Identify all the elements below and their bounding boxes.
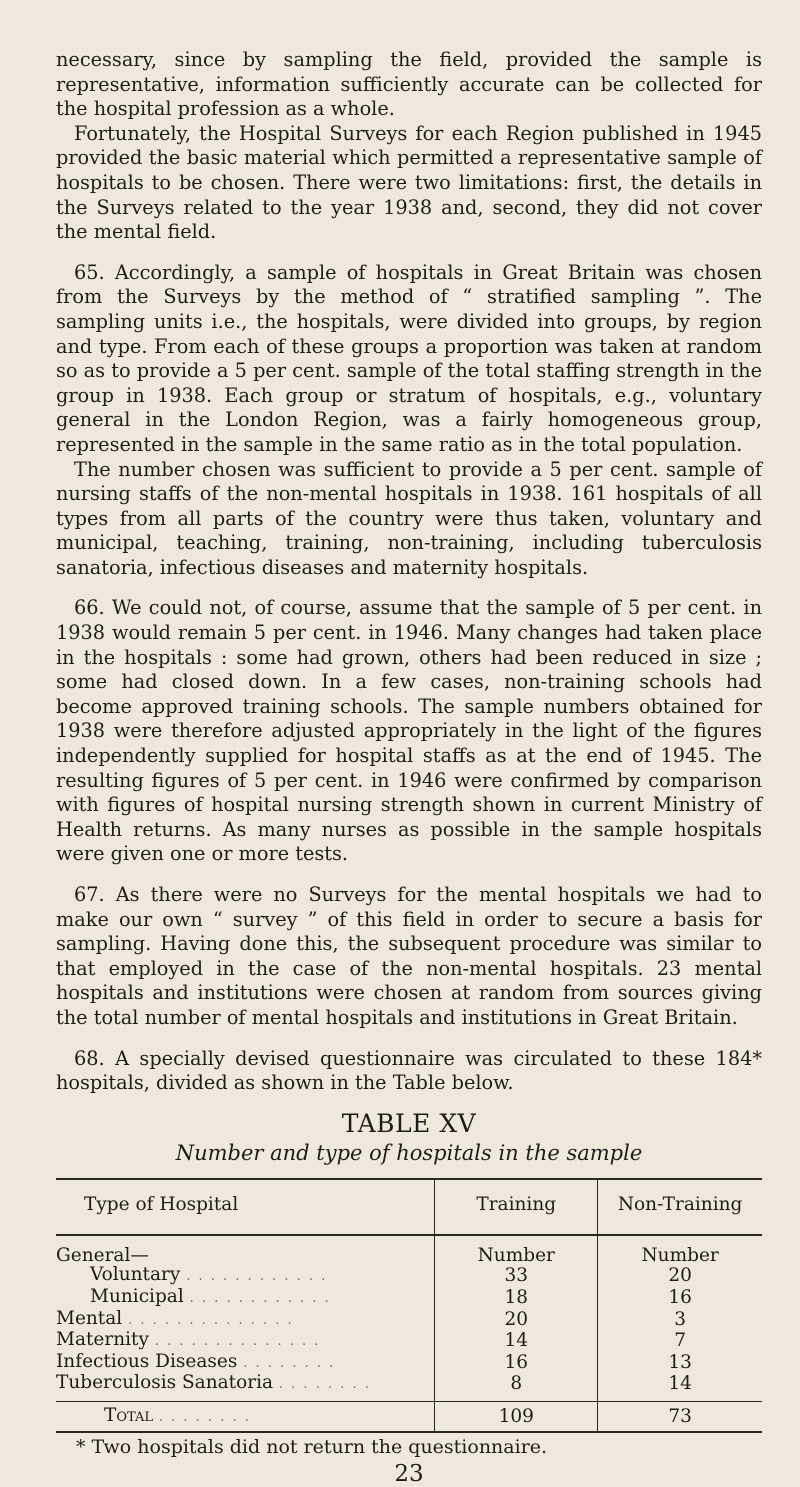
total-label: Total	[104, 1404, 153, 1426]
non-training-value: 16	[598, 1287, 762, 1309]
leader-dots: . . . . . . . . . . . .	[189, 1290, 331, 1306]
header-training: Training	[435, 1179, 598, 1235]
table-subtitle: Number and type of hospitals in the sample	[175, 1140, 643, 1165]
table-row-general	[56, 1235, 762, 1266]
table-total-row	[56, 1401, 762, 1431]
document-page	[56, 48, 762, 1487]
paragraph-nursing-sample: The number chosen was sufficient to provide a 5 per cent. sample of nursing staffs of the non-mental hospitals in 1938. 161 hospitals of all types from all parts of the country were thus taken, voluntary and municipal, teaching, training, non-training, including tuberculosis sanatoria, infectious diseases and maternity hospitals.	[56, 457, 762, 579]
training-value: 14	[435, 1330, 598, 1352]
paragraph-hospital-surveys: Fortunately, the Hospital Surveys for each Region published in 1945 provided the basic material which permitted a representative sample of hospitals to be chosen. There were two limitations: first, the details in the Surveys related to the year 1938 and, second, they did not cover the mental field.	[56, 121, 762, 244]
table-header-row	[56, 1179, 762, 1235]
table-row	[56, 1309, 762, 1331]
training-value: 20	[435, 1309, 598, 1331]
training-value: 33	[435, 1265, 598, 1287]
paragraph-66: 66. We could not, of course, assume that the sample of 5 per cent. in 1938 would remain 5 per cent. in 1946. Many changes had taken place in the hospitals : some had grown, others had been reduced in size ; some had closed down. In a few cases, non-training schools had become approved training schools. The sample numbers obtained for 1938 were therefore adjusted appropriately in the light of the figures independently supplied for hospital staffs as at the end of 1945. The resulting figures of 5 per cent. in 1946 were confirmed by comparison with figures of hospital nursing strength shown in current Ministry of Health returns. As many nurses as possible in the sample hospitals were given one or more tests.	[56, 596, 762, 866]
paragraph-67: 67. As there were no Surveys for the mental hospitals we had to make our own “ survey ” of this field in order to secure a basis for sampling. Having done this, the subsequent procedure was similar to that employed in the case of the non-mental hospitals. 23 mental hospitals and institutions were chosen at random from sources giving the total number of mental hospitals and institutions in Great Britain.	[56, 883, 762, 1029]
non-training-value: 13	[598, 1352, 762, 1374]
paragraph-continuation: necessary, since by sampling the field, provided the sample is representative, information sufficiently accurate can be collected for the hospital profession as a whole.	[56, 48, 762, 121]
row-label-general: General—	[56, 1244, 149, 1266]
row-label-mental: Mental	[56, 1308, 123, 1329]
paragraph-65: 65. Accordingly, a sample of hospitals in Great Britain was chosen from the Surveys by the method of “ stratified sampling ”. The sampling units i.e., the hospitals, were divided into groups, by region and type. From each of these groups a proportion was taken at random so as to provide a 5 per cent. sample of the total staffing strength in the group in 1938. Each group or stratum of hospitals, e.g., voluntary general in the London Region, was a fairly homogeneous group, represented in the sample in the same ratio as in the total population.	[56, 260, 762, 456]
leader-dots: . . . . . . . .	[278, 1377, 371, 1393]
table-title: TABLE XV	[341, 1108, 477, 1138]
row-label-municipal: Municipal	[90, 1286, 184, 1307]
leader-dots: . . . . . . . . . . . . . .	[128, 1312, 294, 1328]
hospital-sample-table	[56, 1178, 762, 1433]
footnote: * Two hospitals did not return the questionnaire.	[76, 1435, 548, 1458]
total-training-value: 109	[435, 1401, 598, 1431]
leader-dots: . . . . . . . .	[243, 1355, 336, 1371]
leader-dots: . . . . . . . . . . . . . .	[154, 1334, 321, 1350]
row-label-infectious-diseases: Infectious Diseases	[56, 1351, 238, 1372]
row-label-tuberculosis-sanatoria: Tuberculosis Sanatoria	[56, 1373, 274, 1394]
row-label-voluntary: Voluntary	[90, 1265, 181, 1286]
unit-label-non-training: Number	[598, 1235, 762, 1266]
leader-dots: . . . . . . . . . . . .	[186, 1269, 328, 1285]
training-value: 18	[435, 1287, 598, 1309]
table-row	[56, 1287, 762, 1309]
total-non-training-value: 73	[598, 1401, 762, 1431]
table-row	[56, 1265, 762, 1287]
non-training-value: 14	[598, 1373, 762, 1401]
row-label-maternity: Maternity	[56, 1330, 149, 1351]
training-value: 16	[435, 1352, 598, 1374]
table-row	[56, 1373, 762, 1401]
leader-dots: . . . . . . . .	[158, 1409, 251, 1425]
paragraph-68: 68. A specially devised questionnaire was circulated to these 184* hospitals, divided as shown in the Table below.	[56, 1046, 762, 1095]
header-non-training: Non-Training	[598, 1179, 762, 1235]
training-value: 8	[435, 1373, 598, 1401]
unit-label-training: Number	[435, 1235, 598, 1266]
non-training-value: 20	[598, 1265, 762, 1287]
table-row	[56, 1330, 762, 1352]
table-row	[56, 1352, 762, 1374]
non-training-value: 3	[598, 1309, 762, 1331]
page-number: 23	[394, 1460, 424, 1487]
non-training-value: 7	[598, 1330, 762, 1352]
header-type-of-hospital: Type of Hospital	[84, 1193, 239, 1215]
